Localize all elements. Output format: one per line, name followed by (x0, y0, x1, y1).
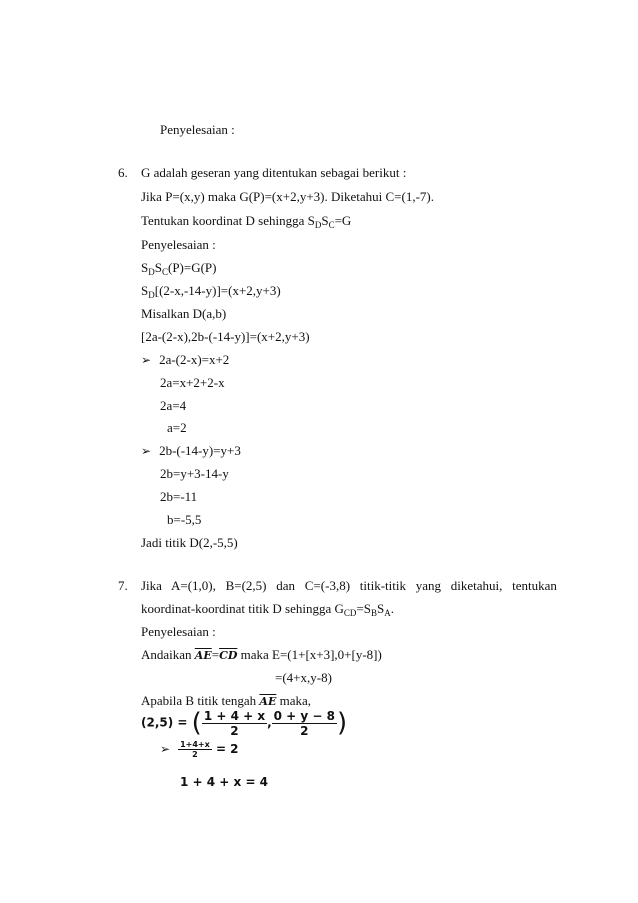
q6-bullet-2: ➢ 2b-(-14-y)=y+3 (141, 443, 241, 458)
q6-line-8: [2a-(2-x),2b-(-14-y)]=(x+2,y+3) (141, 329, 310, 344)
q6-line-7: Misalkan D(a,b) (141, 306, 227, 321)
q6-bullet-2-step-2: 2b=-11 (160, 489, 198, 504)
question-6-number: 6. (118, 165, 128, 180)
question-7-number: 7. (118, 578, 128, 593)
q6-bullet-2-step-3: b=-5,5 (167, 512, 202, 527)
q6-bullet-1-step-3: a=2 (167, 420, 187, 435)
q6-line-6: $S_D[(2-x,-14-y)]=(x+2,y+3)$ (141, 283, 281, 300)
q7-line-3: Penyelesaian : (141, 624, 216, 639)
q7-line-1: Jika A=(1,0), B=(2,5) dan C=(-3,8) titik-titik yang diketahui, tentukan (141, 578, 557, 593)
q6-bullet-2-step-1: 2b=y+3-14-y (160, 466, 229, 481)
q6-line-2: Jika P=(x,y) maka G(P)=(x+2,y+3). Diketahui C=(1,-7). (141, 189, 434, 204)
q7-equation-3: 1 + 4 + x = 4 (180, 775, 269, 789)
arrow-bullet-icon: ➢ (141, 444, 152, 458)
arrow-bullet-icon: ➢ (141, 353, 152, 367)
q7-equation-1: (2,5) = ( $\frac{1 + 4 + x}{2}$ , $\frac{0 + y - 8}{2}$ ) (141, 708, 348, 738)
q6-line-5: $S_DS_C(P)=G(P)$ (141, 260, 217, 277)
q7-line-6: Apabila B titik tengah $\overline{AE}$ maka, (141, 693, 311, 708)
arrow-bullet-icon: ➢ (160, 742, 171, 756)
q7-bullet-1: ➢ $\frac{1+4+x}{2}$ = 2 (160, 740, 239, 759)
penyelesaian-heading: Penyelesaian : (160, 122, 235, 137)
q6-line-3: Tentukan koordinat D sehingga $S_DS_C=G$ (141, 213, 352, 230)
q6-bullet-1-step-1: 2a=x+2+2-x (160, 375, 225, 390)
q7-line-5: =(4+x,y-8) (275, 670, 332, 685)
q6-bullet-1-step-2: 2a=4 (160, 398, 187, 413)
q6-line-1: G adalah geseran yang ditentukan sebagai berikut : (141, 165, 407, 180)
q6-line-4: Penyelesaian : (141, 237, 216, 252)
q7-line-4: Andaikan $\overline{AE}=\overline{CD}$ maka E=(1+[x+3],0+[y-8]) (141, 647, 382, 662)
q6-bullet-1: ➢ 2a-(2-x)=x+2 (141, 352, 230, 367)
q6-conclusion: Jadi titik D(2,-5,5) (141, 535, 238, 550)
q7-line-2: koordinat-koordinat titik D sehingga $G_{CD}=S_BS_A$. (141, 601, 394, 618)
